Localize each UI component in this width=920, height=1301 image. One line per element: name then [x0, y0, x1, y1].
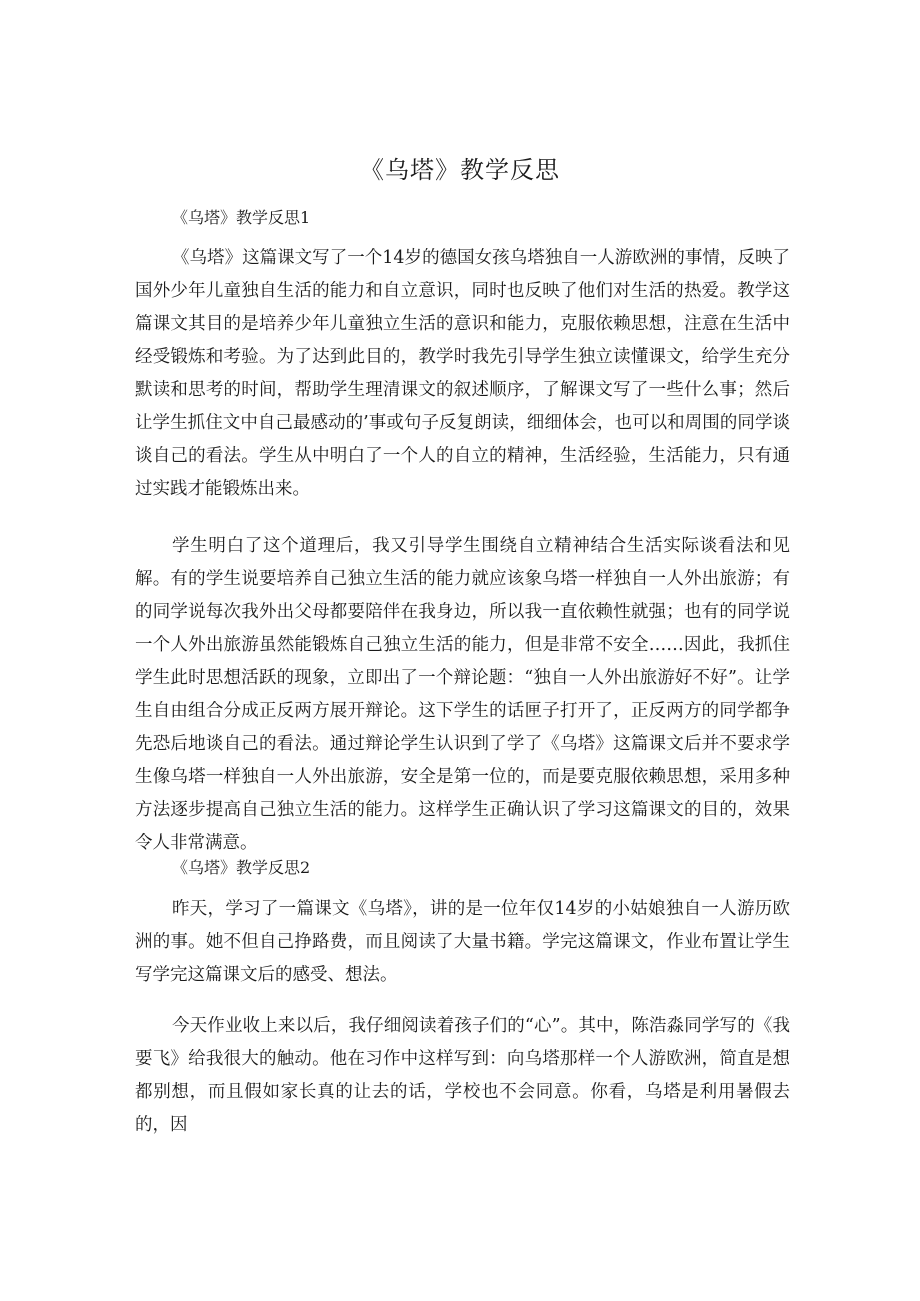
document-title: 《乌塔》教学反思	[360, 156, 560, 184]
section-1-heading: 《乌塔》教学反思1	[172, 208, 311, 227]
section-2-heading: 《乌塔》教学反思2	[172, 858, 311, 877]
section-1-paragraph-2: 学生明白了这个道理后，我又引导学生围绕自立精神结合生活实际谈看法和见解。有的学生说要培养自己独立生活的能力就应该象乌塔一样独自一人外出旅游；有的同学说每次我外出父母都要陪伴在我身边，所以我一直依赖性就强；也有的同学说一个人外出旅游虽然能锻炼自己独立生活的能力，但是非常不安全……因此，我抓住学生此时思想活跃的现象，立即出了一个辩论题：“独自一人外出旅游好不好”。让学生自由组合分成正反两方展开辩论。这下学生的话匣子打开了，正反两方的同学都争先恐后地谈自己的看法。通过辩论学生认识到了学了《乌塔》这篇课文后并不要求学生像乌塔一样独自一人外出旅游，安全是第一位的，而是要克服依赖思想，采用多种方法逐步提高自己独立生活的能力。这样学生正确认识了学习这篇课文的目的，效果令人非常满意。	[135, 536, 790, 853]
section-2-paragraph-1: 昨天，学习了一篇课文《乌塔》，讲的是一位年仅14岁的小姑娘独自一人游历欧洲的事。她不但自己挣路费，而且阅读了大量书籍。学完这篇课文，作业布置让学生写学完这篇课文后的感受、想法。	[135, 899, 790, 985]
section-1-paragraph-1: 《乌塔》这篇课文写了一个14岁的德国女孩乌塔独自一人游欧洲的事情，反映了国外少年儿童独自生活的能力和自立意识，同时也反映了他们对生活的热爱。教学这篇课文其目的是培养少年儿童独立生活的意识和能力，克服依赖思想，注意在生活中经受锻炼和考验。为了达到此目的，教学时我先引导学生独立读懂课文，给学生充分默读和思考的时间，帮助学生理清课文的叙述顺序，了解课文写了一些什么事；然后让学生抓住文中自己最感动的’事或句子反复朗读，细细体会，也可以和周围的同学谈谈自己的看法。学生从中明白了一个人的自立的精神，生活经验，生活能力，只有通过实践才能锻炼出来。	[135, 248, 790, 499]
section-2-paragraph-2: 今天作业收上来以后，我仔细阅读着孩子们的“心”。其中，陈浩淼同学写的《我要飞》给我很大的触动。他在习作中这样写到：向乌塔那样一个人游欧洲，简直是想都别想，而且假如家长真的让去的话，学校也不会同意。你看，乌塔是利用暑假去的，因	[135, 1016, 790, 1135]
